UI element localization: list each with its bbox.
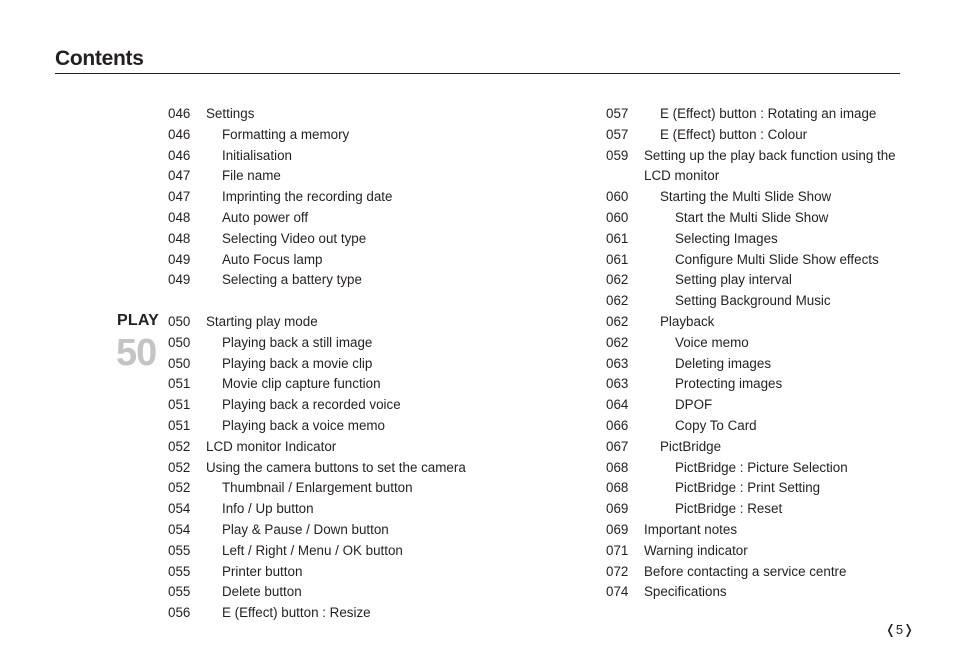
toc-entry-title: Copy To Card [675,418,757,433]
toc-entry-title: Before contacting a service centre [644,564,847,579]
toc-page-number: 057 [606,106,629,121]
toc-entry-title: LCD monitor Indicator [206,439,337,454]
toc-entry-title: PictBridge : Reset [675,501,783,516]
toc-page-number: 072 [606,564,629,579]
page-number [885,621,914,639]
toc-page-number: 047 [168,168,191,183]
toc-page-number: 060 [606,189,629,204]
toc-page-number: 046 [168,148,191,163]
toc-page-number: 052 [168,439,191,454]
toc-page-number: 055 [168,584,191,599]
toc-entry-title: Imprinting the recording date [222,189,393,204]
toc-entry-title: Auto Focus lamp [222,252,323,267]
toc-entry-title: Starting play mode [206,314,318,329]
toc-entry-title: Playback [660,314,715,329]
toc-entry-title: Setting play interval [675,272,792,287]
toc-entry-title: E (Effect) button : Resize [222,605,371,620]
section-start-page: 50 [116,332,157,374]
toc-page-number: 074 [606,584,629,599]
toc-entry-title: LCD monitor [644,168,720,183]
toc-page-number: 049 [168,252,191,267]
toc-page-number: 046 [168,106,191,121]
toc-page-number: 062 [606,335,629,350]
toc-entry-title: Voice memo [675,335,749,350]
toc-entry-title: Playing back a still image [222,335,373,350]
toc-page-number: 051 [168,418,191,433]
toc-page-number: 048 [168,231,191,246]
toc-page-number: 069 [606,501,629,516]
toc-entry-title: Delete button [222,584,302,599]
toc-page-number: 062 [606,314,629,329]
page-number-value: 5 [895,622,904,637]
toc-page-number: 066 [606,418,629,433]
toc-entry-title: Movie clip capture function [222,376,381,391]
toc-entry-title: Auto power off [222,210,309,225]
section-label: PLAY [117,312,160,329]
toc-page-number: 057 [606,127,629,142]
toc-entry-title: Setting Background Music [675,293,831,308]
toc-entry-title: Left / Right / Menu / OK button [222,543,403,558]
toc-page-number: 062 [606,272,629,287]
toc-page-number: 051 [168,376,191,391]
page-number-bracket-open: ❬ [885,622,896,637]
toc-page-number: 059 [606,148,629,163]
toc-entry-title: Settings [206,106,255,121]
toc-page-number: 061 [606,231,629,246]
toc-entry-title: Start the Multi Slide Show [675,210,829,225]
page-title: Contents [55,47,144,70]
toc-entry-title: Selecting Images [675,231,778,246]
toc-entry-title: Warning indicator [644,543,748,558]
toc-page-number: 050 [168,314,191,329]
toc-page-number: 055 [168,543,191,558]
toc-page-number: 054 [168,501,191,516]
toc-entry-title: PictBridge [660,439,722,454]
toc-page-number: 067 [606,439,629,454]
toc-page-number: 049 [168,272,191,287]
toc-page-number: 054 [168,522,191,537]
toc-page-number: 063 [606,356,629,371]
toc-page-number: 064 [606,397,629,412]
toc-page-number: 071 [606,543,629,558]
toc-page-number: 048 [168,210,191,225]
toc-page-number: 052 [168,460,191,475]
toc-page-number: 050 [168,335,191,350]
toc-entry-title: Thumbnail / Enlargement button [222,480,413,495]
toc-page-number: 050 [168,356,191,371]
title-divider [55,73,900,74]
toc-entry-title: File name [222,168,281,183]
toc-entry-title: Using the camera buttons to set the camera [206,460,466,475]
toc-page-number: 055 [168,564,191,579]
toc-page-number: 062 [606,293,629,308]
toc-entry-title: Configure Multi Slide Show effects [675,252,879,267]
toc-entry-title: Playing back a movie clip [222,356,373,371]
toc-page-number: 069 [606,522,629,537]
toc-entry-title: Info / Up button [222,501,314,516]
toc-page-number: 051 [168,397,191,412]
toc-entry-title: PictBridge : Picture Selection [675,460,848,475]
toc-entry-title: Initialisation [222,148,292,163]
toc-entry-title: Important notes [644,522,738,537]
toc-page-number: 060 [606,210,629,225]
toc-entry-title: Playing back a recorded voice [222,397,401,412]
toc-entry-title: Playing back a voice memo [222,418,385,433]
toc-entry-title: PictBridge : Print Setting [675,480,821,495]
toc-entry-title: Selecting Video out type [222,231,367,246]
toc-page-number: 046 [168,127,191,142]
toc-page-number: 047 [168,189,191,204]
toc-entry-title: E (Effect) button : Rotating an image [660,106,877,121]
toc-page-number: 056 [168,605,191,620]
toc-entry-title: Deleting images [675,356,772,371]
toc-entry-title: Protecting images [675,376,783,391]
toc-entry-title: Printer button [222,564,303,579]
toc-entry-title: Formatting a memory [222,127,350,142]
toc-entry-title: Play & Pause / Down button [222,522,389,537]
toc-page-number: 063 [606,376,629,391]
toc-entry-title: Selecting a battery type [222,272,362,287]
toc-entry-title: E (Effect) button : Colour [660,127,808,142]
toc-entry-title: Setting up the play back function using the [644,148,896,163]
page-number-bracket-close: ❭ [903,622,915,637]
toc-entry-title: Starting the Multi Slide Show [660,189,832,204]
toc-page-number: 061 [606,252,629,267]
toc-page-number: 052 [168,480,191,495]
toc-entry-title: Specifications [644,584,727,599]
toc-entry-title: DPOF [675,397,713,412]
toc-page-number: 068 [606,480,629,495]
toc-page-number: 068 [606,460,629,475]
